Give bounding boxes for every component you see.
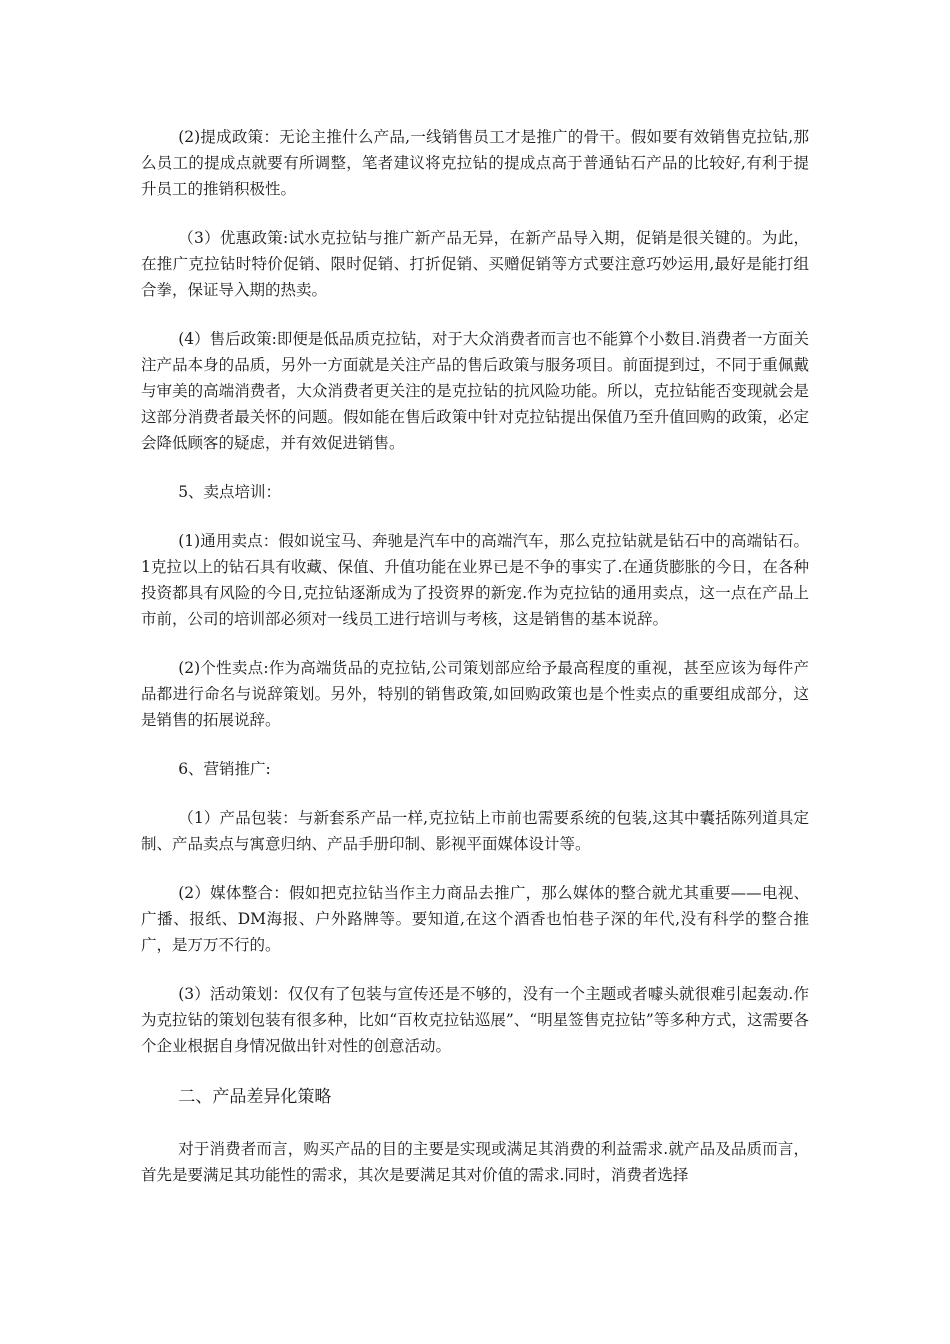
paragraph-event-planning: (3）活动策划：仅仅有了包装与宣传还是不够的，没有一个主题或者噱头就很难引起轰动.作为克拉钻的策划包装有很多种，比如“百枚克拉钻巡展”、“明星签售克拉钻”等多种方式，这需要各个企业根据自身情况做出针对性的创意活动。 — [141, 985, 809, 1055]
paragraph-consumer-needs: 对于消费者而言，购买产品的目的主要是实现或满足其消费的利益需求.就产品及品质而言，首先是要满足其功能性的需求，其次是要满足其对价值的需求.同时，消费者选择 — [141, 1140, 809, 1184]
paragraph-unique-selling-point: (2)个性卖点:作为高端货品的克拉钻,公司策划部应给予最高程度的重视，甚至应该为每件产品都进行命名与说辞策划。另外，特别的销售政策,如回购政策也是个性卖点的重要组成部分，这是销售的拓展说辞。 — [141, 659, 809, 729]
paragraph-media-integration: (2）媒体整合：假如把克拉钻当作主力商品去推广，那么媒体的整合就尤其重要——电视、广播、报纸、DM海报、户外路牌等。要知道,在这个酒香也怕巷子深的年代,没有科学的整合推广，是万万不行的。 — [141, 884, 809, 954]
paragraph-discount-policy: （3）优惠政策:试水克拉钻与推广新产品无异，在新产品导入期，促销是很关键的。为此，在推广克拉钻时特价促销、限时促销、打折促销、买赠促销等方式要注意巧妙运用,最好是能打组合拳，保证导入期的热卖。 — [141, 229, 809, 299]
heading-marketing-promotion: 6、营销推广: — [178, 760, 271, 778]
heading-selling-point-training: 5、卖点培训： — [178, 483, 282, 501]
document-body — [141, 124, 809, 1188]
paragraph-product-packaging: （1）产品包装：与新套系产品一样,克拉钻上市前也需要系统的包装,这其中囊括陈列道具定制、产品卖点与寓意归纳、产品手册印制、影视平面媒体设计等。 — [141, 809, 809, 853]
paragraph-general-selling-point: (1)通用卖点：假如说宝马、奔驰是汽车中的高端汽车，那么克拉钻就是钻石中的高端钻石。1克拉以上的钻石具有收藏、保值、升值功能在业界已是不争的事实了.在通货膨胀的今日，在各种投资都具有风险的今日,克拉钻逐渐成为了投资界的新宠.作为克拉钻的通用卖点，这一点在产品上市前，公司的培训部必须对一线员工进行培训与考核，这是销售的基本说辞。 — [141, 532, 809, 628]
section-title-product-differentiation: 二、产品差异化策略 — [178, 1087, 332, 1107]
paragraph-after-sales-policy: (4）售后政策:即便是低品质克拉钻，对于大众消费者而言也不能算个小数目.消费者一方面关注产品本身的品质，另外一方面就是关注产品的售后政策与服务项目。前面提到过，不同于重佩戴与审美的高端消费者，大众消费者更关注的是克拉钻的抗风险功能。所以，克拉钻能否变现就会是这部分消费者最关怀的问题。假如能在售后政策中针对克拉钻提出保值乃至升值回购的政策，必定会降低顾客的疑虑，并有效促进销售。 — [141, 330, 809, 452]
paragraph-commission-policy: (2)提成政策：无论主推什么产品,一线销售员工才是推广的骨干。假如要有效销售克拉钻,那么员工的提成点就要有所调整，笔者建议将克拉钻的提成点高于普通钻石产品的比较好,有利于提升员工的推销积极性。 — [141, 128, 809, 198]
